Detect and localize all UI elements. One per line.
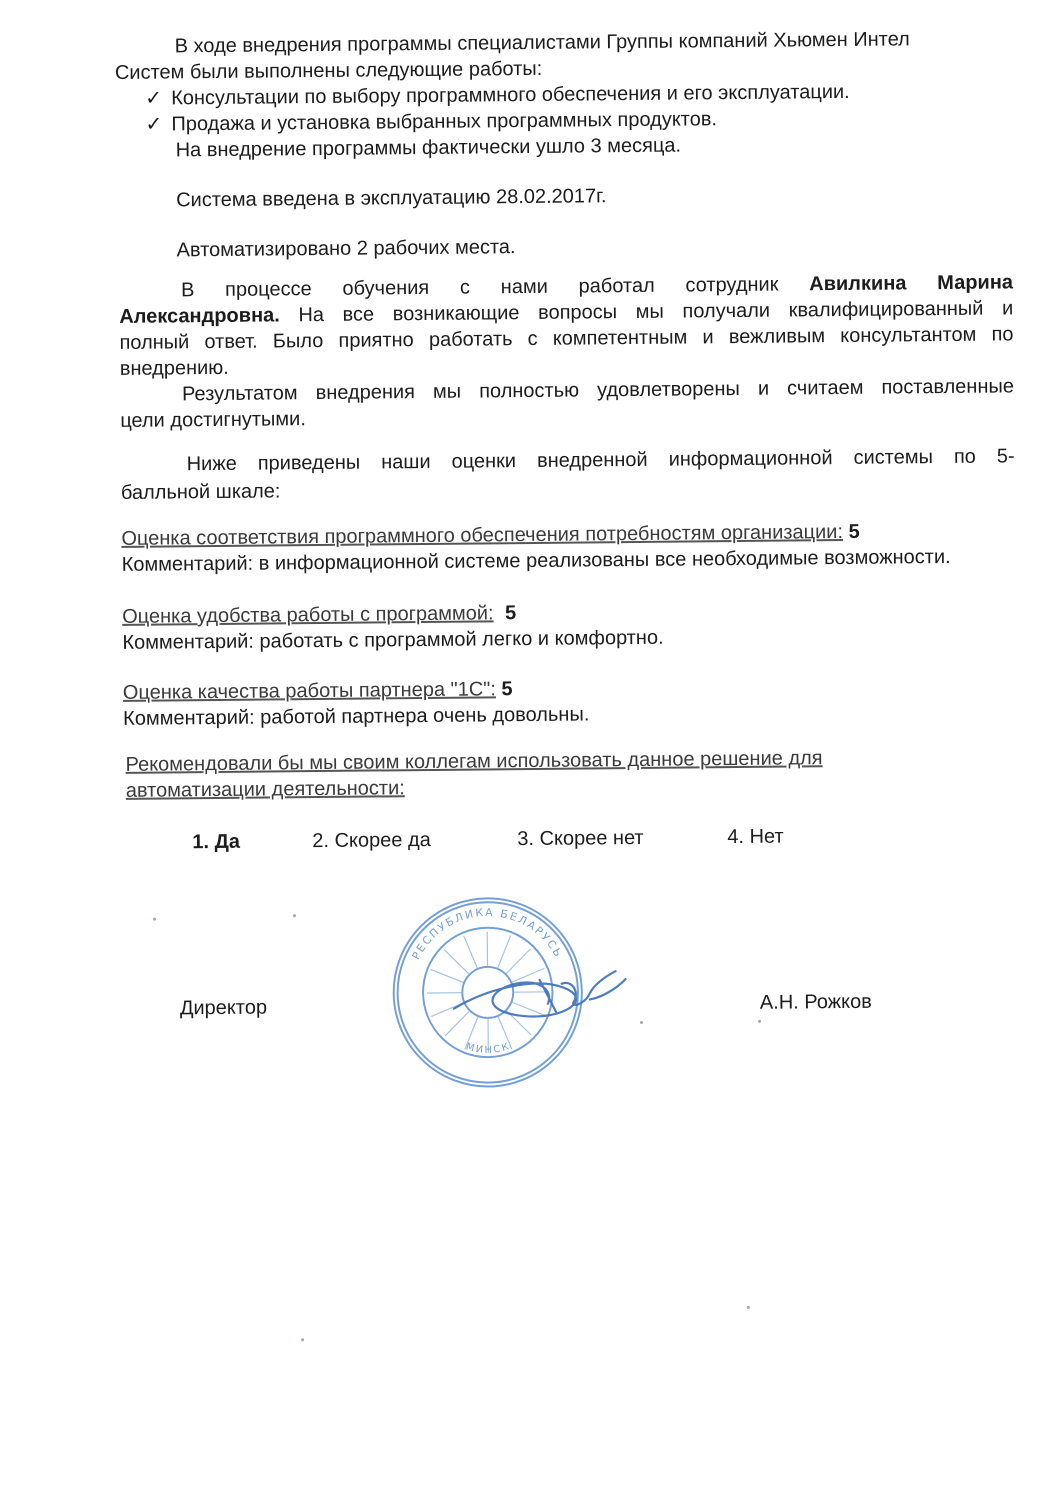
- rating-label-usability: [122, 600, 516, 630]
- employee-first-name: Авилкина Марина: [809, 271, 1013, 295]
- handwritten-signature: [443, 949, 634, 1041]
- scale-intro-line-1: Ниже приведены наши оценки внедренной информационной системы по 5-: [187, 443, 1015, 477]
- option-rather-no: 3. Скорее нет: [517, 825, 644, 852]
- rating-comment: Комментарий: работать с программой легко и комфортно.: [122, 625, 663, 656]
- rating-score: 5: [848, 521, 859, 543]
- option-rather-yes: 2. Скорее да: [312, 827, 431, 854]
- training-line-4: внедрению.: [120, 355, 229, 382]
- rating-score: 5: [505, 602, 516, 624]
- option-yes: 1. Да: [192, 829, 240, 855]
- rating-label-text: Оценка качества работы партнера "1С":: [123, 678, 496, 704]
- checkmark-icon: ✓: [145, 111, 171, 137]
- intro-line-1: В ходе внедрения программы специалистами Группы компаний Хьюмен Интел: [175, 26, 910, 59]
- svg-text:МИНСК: МИНСК: [464, 1041, 512, 1056]
- training-rest: На все возникающие вопросы мы получали квалифицированный и: [298, 297, 1013, 326]
- scan-speck: [293, 914, 296, 917]
- training-line-3: полный ответ. Было приятно работать с компетентным и вежливым консультантом по: [119, 321, 1013, 356]
- recommend-question-line-2: автоматизации деятельности:: [126, 775, 405, 804]
- result-line-2: цели достигнутыми.: [120, 406, 306, 434]
- result-line-1: Результатом внедрения мы полностью удовлетворены и считаем поставленные: [182, 373, 1014, 407]
- signatory-name: А.Н. Рожков: [760, 989, 872, 1016]
- work-item-text: Консультации по выбору программного обеспечения и его эксплуатации.: [171, 81, 850, 110]
- launch-date-text: Система введена в эксплуатацию 28.02.2017г.: [176, 183, 607, 213]
- scan-speck: [301, 1338, 304, 1341]
- rating-comment: Комментарий: работой партнера очень довольны.: [123, 701, 589, 731]
- workplaces-text: Автоматизировано 2 рабочих места.: [177, 234, 516, 263]
- rating-label-text: Оценка соответствия программного обеспечения потребностям организации:: [121, 521, 843, 550]
- recommend-question-line-1: Рекомендовали бы мы своим коллегам использовать данное решение для: [125, 745, 822, 778]
- work-item: [145, 79, 850, 112]
- duration-text: На внедрение программы фактически ушло 3 месяца.: [176, 133, 682, 164]
- intro-line-2: Систем были выполнены следующие работы:: [115, 56, 543, 86]
- scale-intro-line-2: балльной шкале:: [121, 478, 281, 506]
- employee-patronymic: Александровна.: [119, 304, 280, 328]
- rating-comment: Комментарий: в информационной системе реализованы все необходимые возможности.: [122, 544, 951, 578]
- rating-score: 5: [501, 678, 512, 700]
- svg-text:РЕСПУБЛИКА БЕЛАРУСЬ: РЕСПУБЛИКА БЕЛАРУСЬ: [409, 905, 566, 962]
- scan-speck: [153, 918, 156, 921]
- signatory-position: Директор: [180, 995, 267, 1022]
- rating-label-text: Оценка удобства работы с программой:: [122, 602, 494, 628]
- work-item-text: Продажа и установка выбранных программных продуктов.: [171, 108, 717, 135]
- option-no: 4. Нет: [727, 824, 784, 851]
- scan-speck: [640, 1021, 643, 1024]
- scan-speck: [747, 1306, 750, 1309]
- training-prefix: В процессе обучения с нами работал сотрудник: [181, 274, 779, 302]
- checkmark-icon: ✓: [145, 85, 171, 111]
- rating-label-partner: [123, 676, 513, 706]
- scan-speck: [758, 1020, 761, 1023]
